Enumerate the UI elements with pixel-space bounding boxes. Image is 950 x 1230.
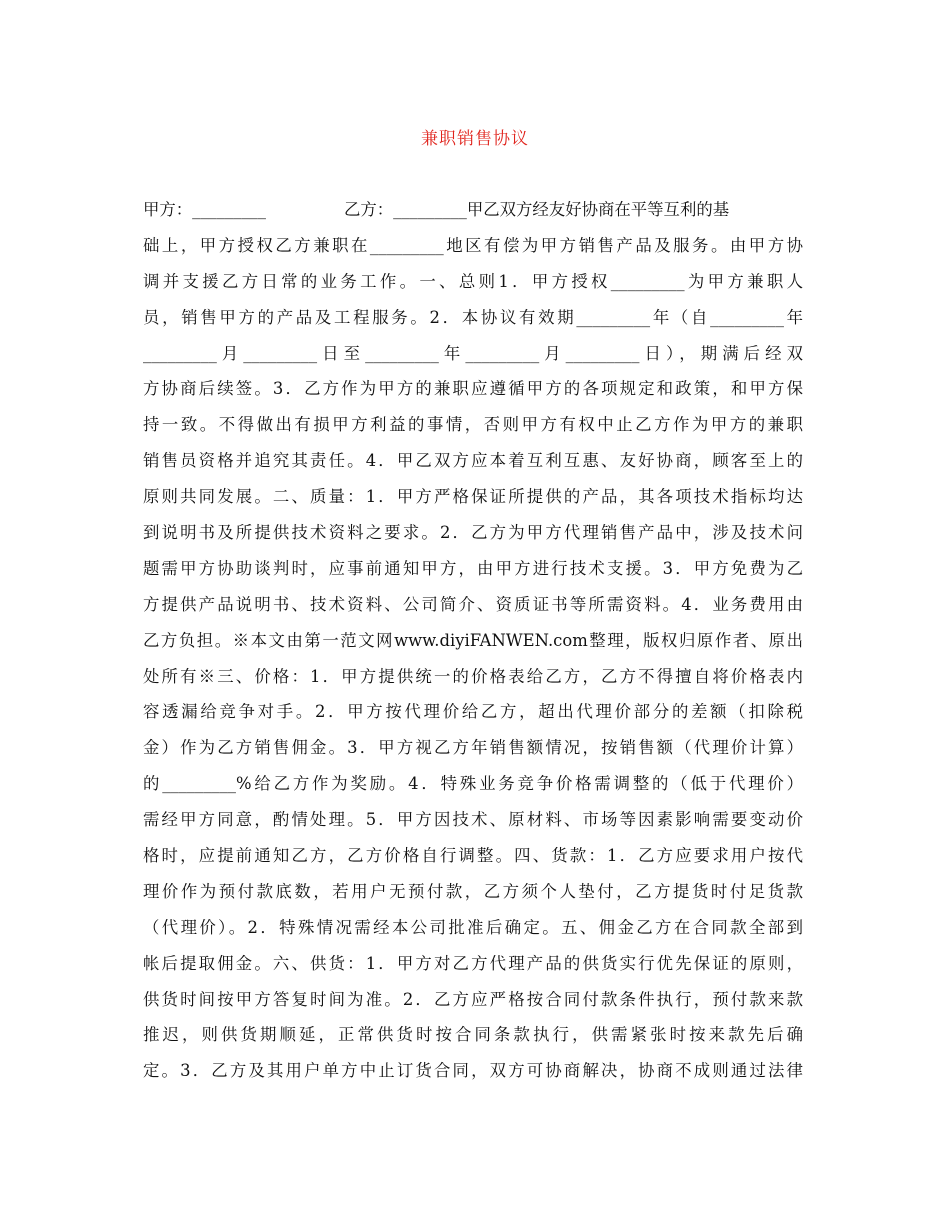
paragraph-line: 础上，甲方授权乙方兼职在_________地区有偿为甲方销售产品及服务。由甲方协 [143,235,803,255]
paragraph-line: 题需甲方协助谈判时，应事前通知甲方，由甲方进行技术支援。3．甲方免费为乙 [143,558,803,578]
party-line [143,192,803,228]
paragraph-line: （代理价）。2．特殊情况需经本公司批准后确定。五、佣金乙方在合同款全部到 [143,917,803,937]
document-body [143,192,803,1089]
paragraph-line: 方协商后续签。3．乙方作为甲方的兼职应遵循甲方的各项规定和政策，和甲方保 [143,379,803,399]
paragraph-line: 理价作为预付款底数，若用户无预付款，乙方须个人垫付，乙方提货时付足货款 [143,881,803,901]
paragraph-line: 员，销售甲方的产品及工程服务。2．本协议有效期_________年（自_________年 [143,307,803,327]
paragraph-line: 定。3．乙方及其用户单方中止订货合同，双方可协商解决，协商不成则通过法律 [143,1061,803,1081]
paragraph-line: 原则共同发展。二、质量：1．甲方严格保证所提供的产品，其各项技术指标均达 [143,487,803,507]
paragraph-line: _________月_________日至_________年_________月_________日），期满后经双 [143,343,803,363]
document-title: 兼职销售协议 [421,129,529,149]
paragraph-line: 乙方负担。※本文由第一范文网www.diyiFANWEN.com整理，版权归原作者、原出 [143,630,803,650]
paragraph-line: 金）作为乙方销售佣金。3．甲方视乙方年销售额情况，按销售额（代理价计算） [143,738,803,758]
paragraph-line: 处所有※三、价格：1．甲方提供统一的价格表给乙方，乙方不得擅自将价格表内 [143,666,803,686]
paragraph-line: 方提供产品说明书、技术资料、公司简介、资质证书等所需资料。4．业务费用由 [143,594,803,614]
paragraph-lines [143,228,803,1089]
paragraph-line: 容透漏给竞争对手。2．甲方按代理价给乙方，超出代理价部分的差额（扣除税 [143,702,803,722]
party-b-label: 乙方：_________甲乙双方经友好协商在平等互利的基 [343,200,730,219]
paragraph-line: 推迟，则供货期顺延，正常供货时按合同条款执行，供需紧张时按来款先后确 [143,1025,803,1045]
paragraph-line: 调并支援乙方日常的业务工作。一、总则1．甲方授权_________为甲方兼职人 [143,271,803,291]
paragraph-line: 供货时间按甲方答复时间为准。2．乙方应严格按合同付款条件执行，预付款来款 [143,989,803,1009]
paragraph-line: 销售员资格并追究其责任。4．甲乙双方应本着互利互惠、友好协商，顾客至上的 [143,451,803,471]
paragraph-line: 格时，应提前通知乙方，乙方价格自行调整。四、货款：1．乙方应要求用户按代 [143,846,803,866]
paragraph-line: 的_________%给乙方作为奖励。4．特殊业务竞争价格需调整的（低于代理价） [143,774,803,794]
party-a-label: 甲方：_________ [143,200,266,219]
paragraph-line: 持一致。不得做出有损甲方利益的事情，否则甲方有权中止乙方作为甲方的兼职 [143,415,803,435]
paragraph-line: 到说明书及所提供技术资料之要求。2．乙方为甲方代理销售产品中，涉及技术问 [143,523,803,543]
paragraph-line: 需经甲方同意，酌情处理。5．甲方因技术、原材料、市场等因素影响需要变动价 [143,810,803,830]
paragraph-line: 帐后提取佣金。六、供货：1．甲方对乙方代理产品的供货实行优先保证的原则， [143,953,803,973]
